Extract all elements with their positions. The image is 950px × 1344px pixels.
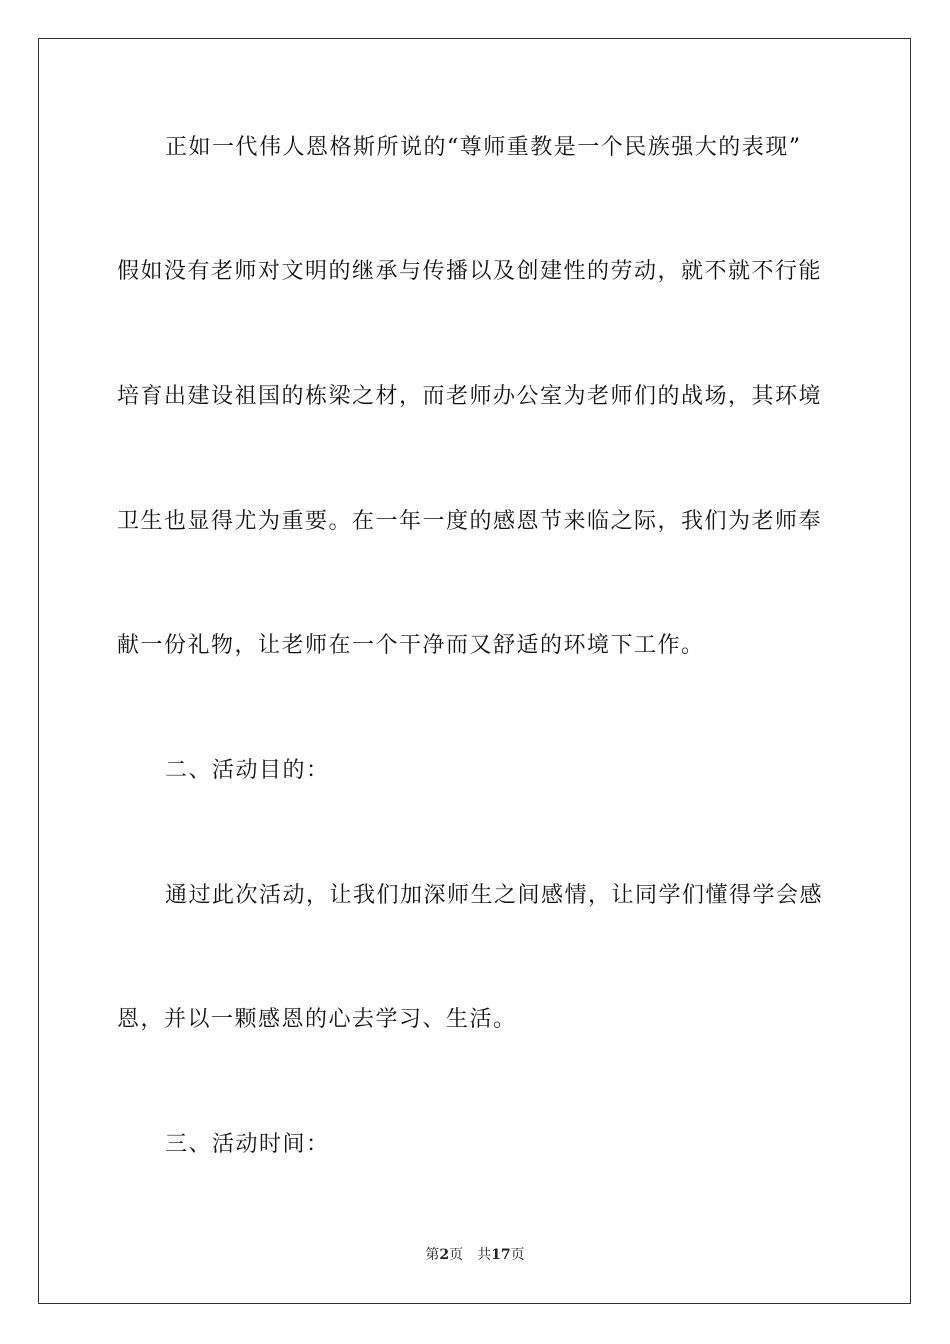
paragraph-line-7: 恩，并以一颗感恩的心去学习、生活。 [117, 1007, 517, 1032]
footer-total-prefix: 共 [477, 1247, 492, 1263]
page-footer [0, 1246, 950, 1264]
paragraph-line-1: 正如一代伟人恩格斯所说的“尊师重教是一个民族强大的表现” [165, 135, 802, 160]
footer-total-suffix: 页 [510, 1247, 525, 1263]
footer-page-suffix: 页 [449, 1247, 464, 1263]
footer-page-prefix: 第 [425, 1247, 440, 1263]
paragraph-line-5: 献一份礼物，让老师在一个干净而又舒适的环境下工作。 [117, 633, 705, 658]
paragraph-line-2: 假如没有老师对文明的继承与传播以及创建性的劳动，就不就不行能 [117, 259, 823, 284]
paragraph-line-4: 卫生也显得尤为重要。在一年一度的感恩节来临之际，我们为老师奉 [117, 509, 823, 534]
page-border [38, 38, 911, 1304]
footer-page-current: 2 [439, 1247, 450, 1263]
section-heading-objective: 二、活动目的： [165, 758, 330, 783]
section-heading-time: 三、活动时间： [165, 1132, 330, 1157]
footer-page-total: 17 [491, 1247, 511, 1263]
paragraph-line-3: 培育出建设祖国的栋梁之材，而老师办公室为老师们的战场，其环境 [117, 384, 823, 409]
paragraph-line-6: 通过此次活动，让我们加深师生之间感情，让同学们懂得学会感 [165, 883, 824, 908]
